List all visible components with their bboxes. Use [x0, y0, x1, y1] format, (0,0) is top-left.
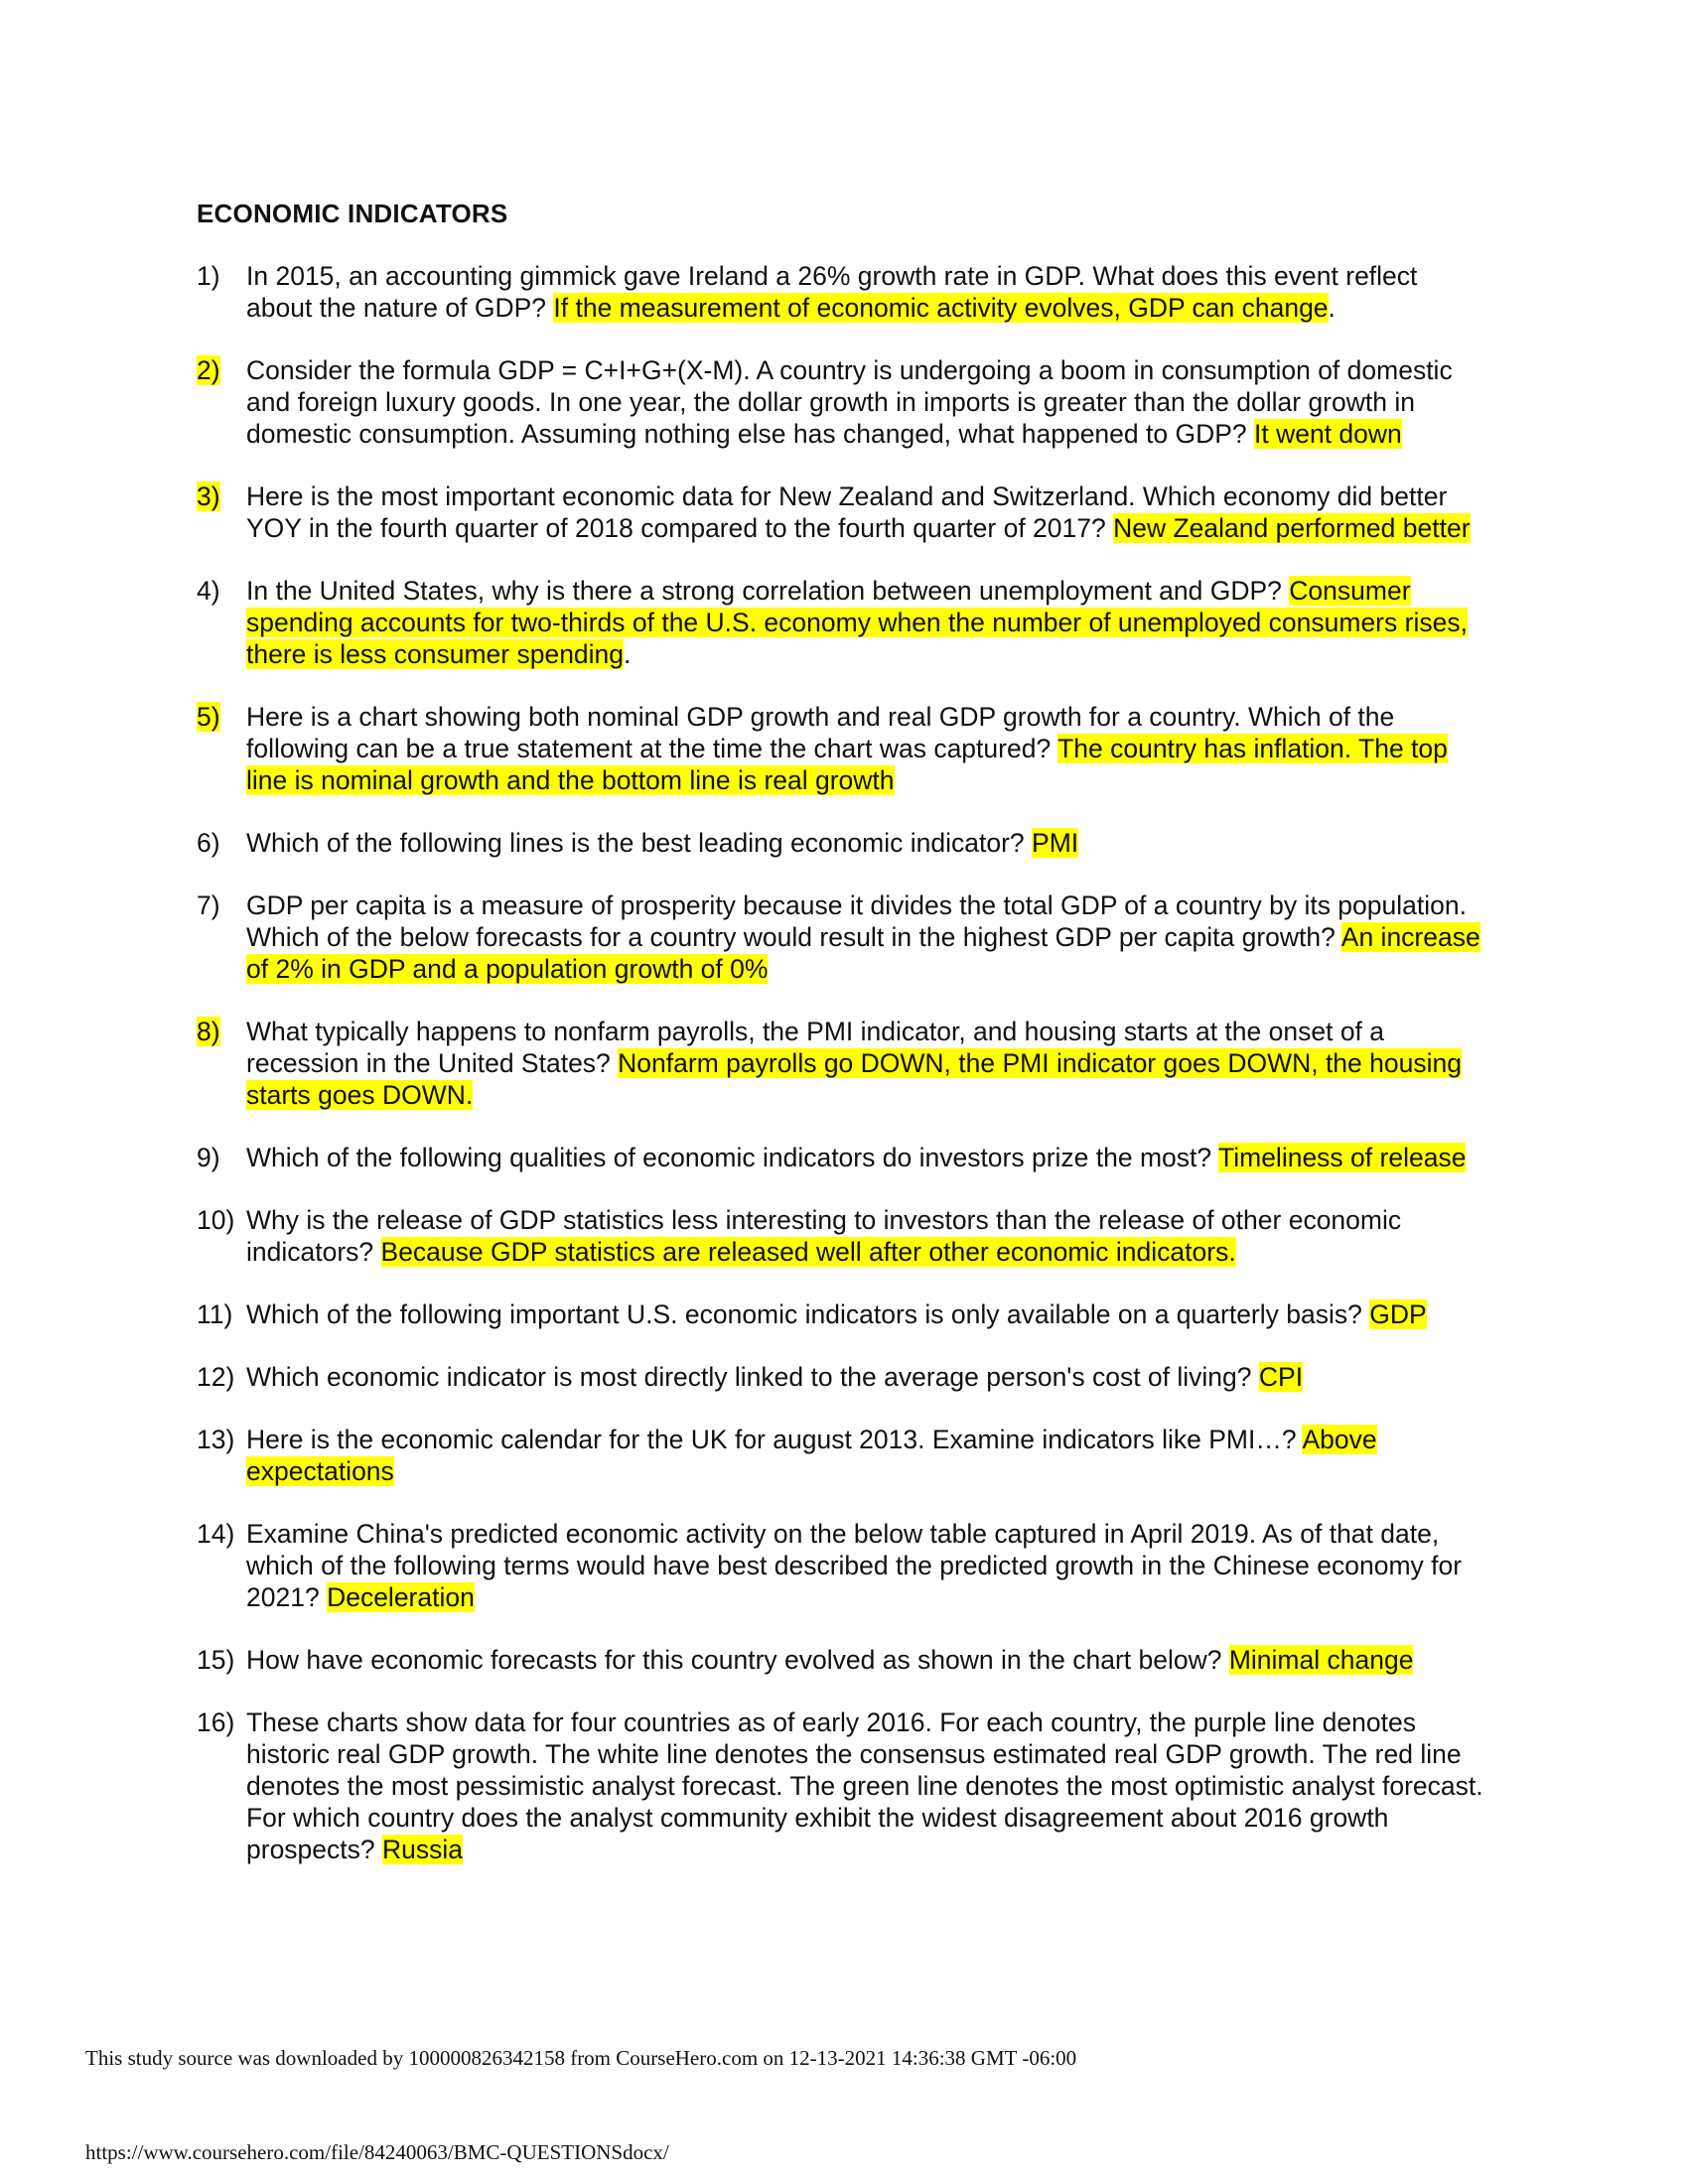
highlighted-answer: If the measurement of economic activity evolves, GDP can change: [553, 293, 1329, 323]
question-number-text: 4): [197, 576, 220, 606]
question-item: [197, 1518, 1487, 1613]
question-number-text: 1): [197, 261, 220, 291]
question-number-text: 9): [197, 1143, 220, 1172]
question-number: [197, 354, 246, 450]
download-source-note: This study source was downloaded by 100000826342158 from CourseHero.com on 12-13-2021 14:36:38 GMT -06:00: [85, 2046, 1077, 2070]
highlighted-answer: Minimal change: [1228, 1645, 1414, 1675]
question-item: [197, 1644, 1487, 1676]
question-number: [197, 1361, 246, 1393]
highlighted-answer: CPI: [1258, 1362, 1304, 1392]
question-number-text: 3): [197, 481, 220, 511]
question-text: Which of the following important U.S. economic indicators is only available on a quarterly basis?: [246, 1299, 1370, 1329]
question-number: [197, 1644, 246, 1676]
question-number: [197, 1424, 246, 1487]
question-number-text: 15): [197, 1645, 235, 1675]
question-number-text: 13): [197, 1425, 235, 1454]
question-text: In the United States, why is there a strong correlation between unemployment and GDP?: [246, 576, 1290, 606]
question-text: Here is the economic calendar for the UK for august 2013. Examine indicators like PMI…?: [246, 1425, 1303, 1454]
question-body: [246, 354, 1487, 450]
highlighted-answer: Deceleration: [327, 1582, 475, 1612]
question-number: [197, 1518, 246, 1613]
question-text: Why is the release of GDP statistics less interesting to investors than the release of other economic indicators?: [246, 1205, 1402, 1267]
question-number-text: 6): [197, 828, 220, 858]
question-item: [197, 354, 1487, 450]
question-body: [246, 260, 1487, 324]
question-item: [197, 1142, 1487, 1173]
highlighted-answer: New Zealand performed better: [1113, 513, 1471, 543]
question-number-text: 16): [197, 1707, 235, 1737]
question-body: [246, 1298, 1487, 1330]
highlighted-answer: Nonfarm payrolls go DOWN, the PMI indicator goes DOWN, the housing starts goes DOWN.: [246, 1048, 1462, 1110]
question-text: GDP per capita is a measure of prosperity because it divides the total GDP of a country by its population. Which of the below forecasts for a country would result in the highest GDP per capita growth?: [246, 890, 1467, 952]
question-item: [197, 1361, 1487, 1393]
question-item: [197, 1204, 1487, 1268]
question-number-text: 5): [197, 702, 220, 732]
question-number: [197, 1016, 246, 1111]
question-body: [246, 1706, 1487, 1865]
question-body: [246, 827, 1487, 859]
question-body: [246, 1518, 1487, 1613]
highlighted-answer: It went down: [1254, 419, 1402, 449]
question-item: [197, 260, 1487, 324]
question-item: [197, 1016, 1487, 1111]
page-title: ECONOMIC INDICATORS: [197, 199, 508, 228]
question-number-text: 2): [197, 355, 220, 385]
question-body: [246, 889, 1487, 985]
highlighted-answer: Russia: [382, 1835, 464, 1864]
question-number-text: 10): [197, 1205, 235, 1235]
question-number: [197, 1142, 246, 1173]
question-text: In 2015, an accounting gimmick gave Ireland a 26% growth rate in GDP. What does this event reflect about the nature of GDP?: [246, 261, 1418, 323]
question-number-text: 14): [197, 1519, 235, 1549]
highlighted-answer: Timeliness of release: [1218, 1143, 1467, 1172]
question-number: [197, 889, 246, 985]
question-text: These charts show data for four countries as of early 2016. For each country, the purple line denotes historic real GDP growth. The white line denotes the consensus estimated real GDP growth. The red line denotes the most pessimistic analyst forecast. The green line denotes the most optimistic analyst forecast. For which country does the analyst community exhibit the widest disagreement about 2016 growth prospects?: [246, 1707, 1483, 1864]
question-number: [197, 701, 246, 796]
question-body: [246, 1644, 1487, 1676]
question-text: Examine China's predicted economic activity on the below table captured in April 2019. As of that date, which of the following terms would have best described the predicted growth in the Chinese economy for 2021?: [246, 1519, 1463, 1612]
question-number: [197, 827, 246, 859]
question-body: [246, 1142, 1487, 1173]
question-text: Which of the following qualities of economic indicators do investors prize the most?: [246, 1143, 1219, 1172]
question-body: [246, 1424, 1487, 1487]
question-number: [197, 1706, 246, 1865]
question-number: [197, 575, 246, 670]
question-item: [197, 480, 1487, 544]
highlighted-answer: GDP: [1369, 1299, 1427, 1329]
question-text: Consider the formula GDP = C+I+G+(X-M). A country is undergoing a boom in consumption of domestic and foreign luxury goods. In one year, the dollar growth in imports is greater than the dollar growth in domestic consumption. Assuming nothing else has changed, what happened to GDP?: [246, 355, 1453, 449]
question-number-text: 7): [197, 890, 220, 920]
question-number-text: 8): [197, 1017, 220, 1046]
question-item: [197, 1424, 1487, 1487]
question-number: [197, 480, 246, 544]
question-item: [197, 889, 1487, 985]
question-text: Here is a chart showing both nominal GDP growth and real GDP growth for a country. Which of the following can be a true statement at the time the chart was captured?: [246, 702, 1395, 763]
question-number: [197, 1204, 246, 1268]
highlighted-answer: Because GDP statistics are released well after other economic indicators.: [380, 1237, 1236, 1267]
highlighted-answer: An increase of 2% in GDP and a population growth of 0%: [246, 922, 1480, 984]
question-item: [197, 701, 1487, 796]
highlighted-answer: PMI: [1032, 828, 1079, 858]
question-text: How have economic forecasts for this country evolved as shown in the chart below?: [246, 1645, 1229, 1675]
question-item: [197, 827, 1487, 859]
question-body: [246, 1204, 1487, 1268]
question-number-text: 11): [197, 1299, 233, 1329]
question-item: [197, 1298, 1487, 1330]
source-url: https://www.coursehero.com/file/84240063/BMC-QUESTIONSdocx/: [85, 2140, 669, 2164]
question-number: [197, 1298, 246, 1330]
question-body: [246, 575, 1487, 670]
question-text: Which economic indicator is most directly linked to the average person's cost of living?: [246, 1362, 1259, 1392]
question-body: [246, 701, 1487, 796]
question-body: [246, 1361, 1487, 1393]
question-text: Here is the most important economic data for New Zealand and Switzerland. Which economy did better YOY in the fourth quarter of 2018 compared to the fourth quarter of 2017?: [246, 481, 1448, 543]
highlighted-answer: Consumer spending accounts for two-thirds of the U.S. economy when the number of unemployed consumers rises, there is less consumer spending: [246, 576, 1468, 669]
question-item: [197, 1706, 1487, 1865]
question-list: [197, 260, 1487, 1896]
question-after: .: [624, 639, 632, 669]
question-number-text: 12): [197, 1362, 235, 1392]
highlighted-answer: The country has inflation. The top line is nominal growth and the bottom line is real growth: [246, 734, 1448, 795]
question-item: [197, 575, 1487, 670]
question-body: [246, 480, 1487, 544]
question-number: [197, 260, 246, 324]
question-body: [246, 1016, 1487, 1111]
question-after: .: [1328, 293, 1336, 323]
question-text: What typically happens to nonfarm payrolls, the PMI indicator, and housing starts at the onset of a recession in the United States?: [246, 1017, 1385, 1078]
highlighted-answer: Above expectations: [246, 1425, 1377, 1486]
question-text: Which of the following lines is the best leading economic indicator?: [246, 828, 1033, 858]
